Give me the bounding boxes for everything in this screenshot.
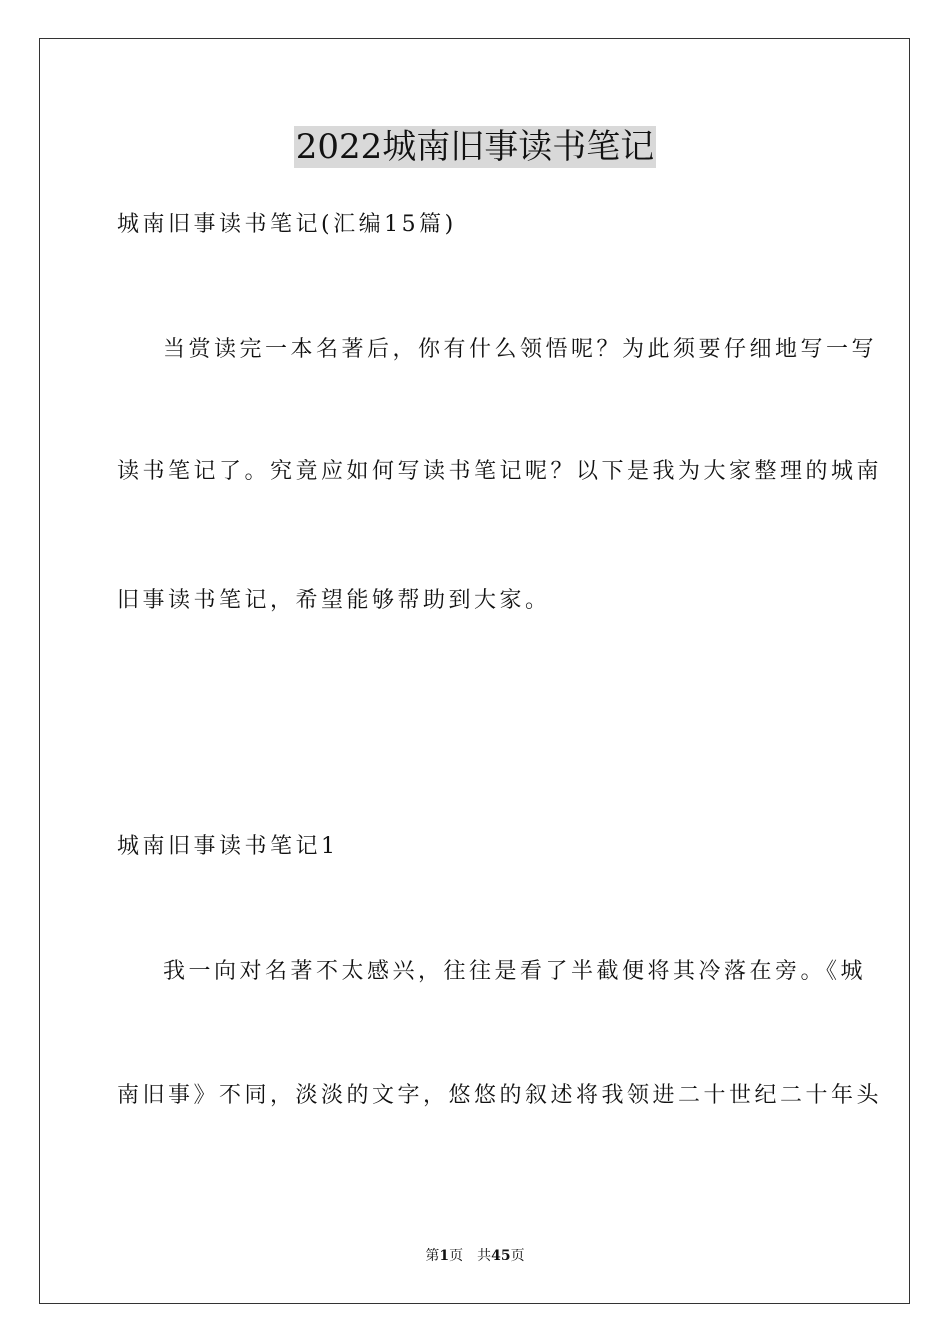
document-subtitle: 城南旧事读书笔记(汇编15篇) — [117, 212, 457, 237]
footer-page-suffix: 页 — [449, 1248, 464, 1264]
title-container — [0, 126, 950, 168]
footer-total-prefix: 共 — [477, 1248, 492, 1264]
section-line-1: 我一向对名著不太感兴，往往是看了半截便将其冷落在旁。《城 — [163, 959, 867, 984]
intro-line-3: 旧事读书笔记，希望能够帮助到大家。 — [117, 588, 551, 613]
section-heading: 城南旧事读书笔记1 — [117, 834, 339, 859]
page-footer — [0, 1246, 950, 1266]
section-line-2: 南旧事》不同，淡淡的文字，悠悠的叙述将我领进二十世纪二十年头 — [117, 1083, 883, 1108]
footer-total-suffix: 页 — [510, 1248, 525, 1264]
intro-line-2: 读书笔记了。究竟应如何写读书笔记呢？以下是我为大家整理的城南 — [117, 459, 883, 484]
intro-line-1: 当赏读完一本名著后，你有什么领悟呢？为此须要仔细地写一写 — [163, 337, 878, 362]
footer-total-pages: 45 — [491, 1248, 511, 1264]
footer-page-prefix: 第 — [425, 1248, 440, 1264]
footer-page-number: 1 — [439, 1248, 450, 1264]
document-title: 2022城南旧事读书笔记 — [295, 127, 655, 167]
